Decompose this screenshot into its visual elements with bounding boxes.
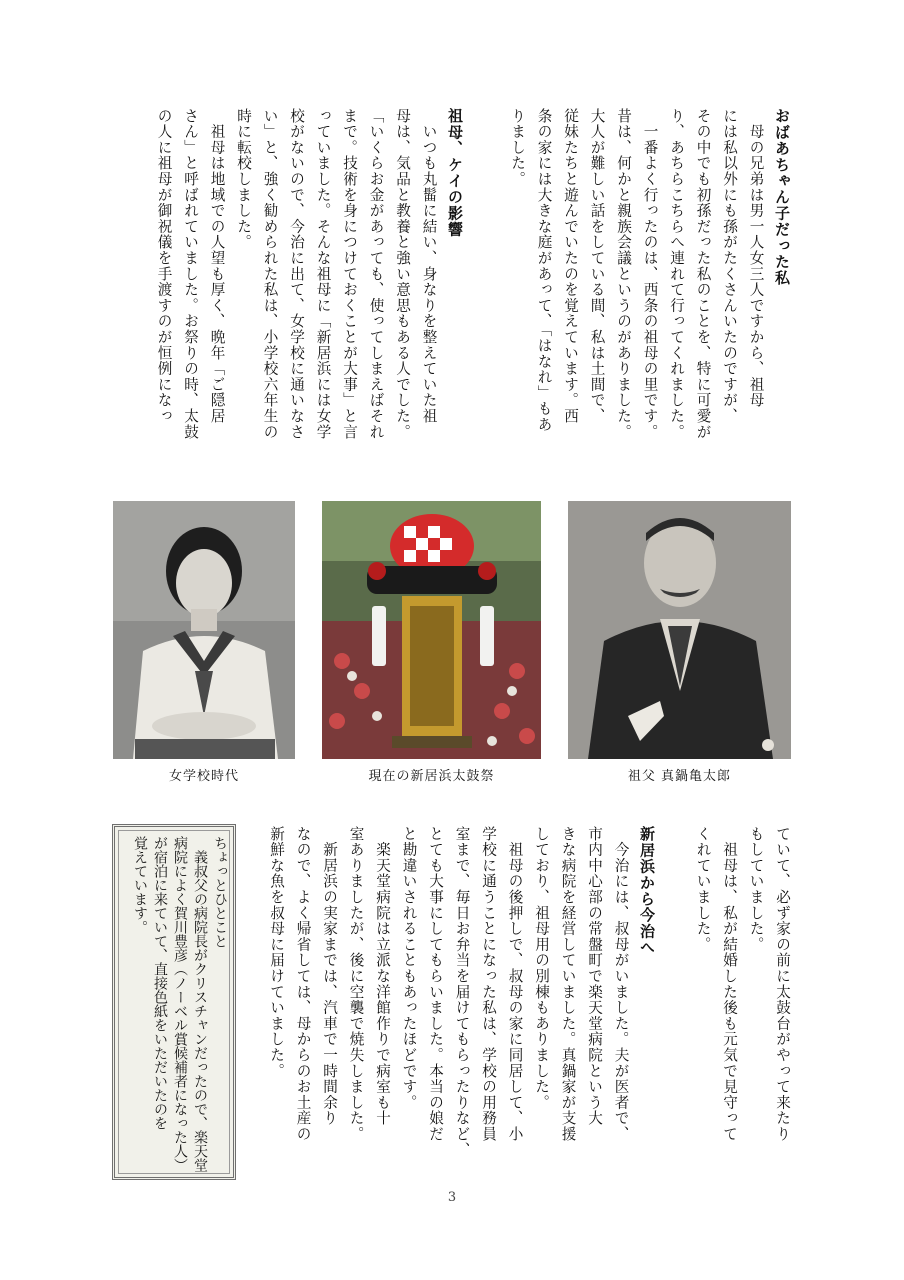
heading-granny-girl: おばあちゃん子だった私 bbox=[773, 108, 791, 287]
paragraph-line: の人に祖母が御祝儀を手渡すのが恒例になっ bbox=[155, 108, 173, 424]
paragraph-line: 学校に通うことになった私は、学校の用務員 bbox=[480, 826, 497, 1142]
heading-to-imabari: 新居浜から今治へ bbox=[638, 826, 656, 956]
note-text bbox=[118, 836, 230, 1170]
note-line: が宿泊に来ていて、直接色紙をいただいたのを bbox=[152, 836, 168, 1130]
caption-schoolgirl: 女学校時代 bbox=[168, 769, 239, 784]
paragraph-line: 大人が難しい話をしている間、私は土間で、 bbox=[588, 108, 606, 424]
paragraph-line: 昔は、何かと親族会議というのがありました。 bbox=[615, 108, 632, 440]
paragraph-line: 祖母の後押しで、叔母の家に同居して、小 bbox=[506, 826, 524, 1142]
note-line: 覚えています。 bbox=[132, 836, 148, 934]
paragraph-line: なので、よく帰省しては、母からのお土産の bbox=[294, 826, 312, 1142]
paragraph-line: 室ありましたが、後に空襲で焼失しました。 bbox=[347, 826, 365, 1142]
paragraph-line: 母の兄弟は男一人女三人ですから、祖母 bbox=[747, 108, 765, 409]
paragraph-line: 新居浜の実家までは、汽車で一時間余り bbox=[321, 826, 338, 1127]
paragraph-line: 校がないので、今治に出て、女学校に通いなさ bbox=[288, 108, 305, 440]
paragraph-line: さん」と呼ばれていました。お祭りの時、太鼓 bbox=[182, 108, 199, 440]
paragraph-line: 一番よく行ったのは、西条の祖母の里です。 bbox=[641, 108, 659, 440]
paragraph-line: しており、祖母用の別棟もありました。 bbox=[533, 826, 550, 1111]
caption-festival: 現在の新居浜太鼓祭 bbox=[368, 769, 495, 784]
paragraph-line: い」と、強く勧められた私は、小学校六年生の bbox=[261, 108, 279, 440]
paragraph-line: 室まで、毎日お弁当を届けてもらったりなど、 bbox=[453, 826, 471, 1158]
paragraph-line: 市内中心部の常盤町で楽天堂病院という大 bbox=[586, 826, 603, 1127]
section-continued bbox=[685, 826, 795, 1186]
note-line: 病院によく賀川豊彦（ノーベル賞候補者になった人） bbox=[172, 836, 188, 1172]
page-number: 3 bbox=[447, 1190, 457, 1205]
paragraph-line: り、あちらこちらへ連れて行ってくれました。 bbox=[668, 108, 685, 440]
paragraph-line: 祖母は、私が結婚した後も元気で見守って bbox=[721, 826, 738, 1142]
paragraph-line: っていました。そんな祖母に「新居浜には女学 bbox=[314, 108, 332, 440]
paragraph-line: 楽天堂病院は立派な洋館作りで病室も十 bbox=[374, 826, 391, 1127]
heading-influence: 祖母、ケイの影響 bbox=[446, 108, 464, 238]
paragraph-line: きな病院を経営していました。真鍋家が支援 bbox=[559, 826, 577, 1142]
paragraph-line: 時に転校しました。 bbox=[235, 108, 252, 251]
paragraph-line: 母は、気品と教養と強い意思もある人でした。 bbox=[394, 108, 411, 440]
paragraph-line: 条の家には大きな庭があって、「はなれ」もあ bbox=[535, 108, 553, 433]
paragraph-line: いつも丸髷に結い、身なりを整えていた祖 bbox=[420, 108, 438, 424]
paragraph-line: くれていました。 bbox=[694, 826, 712, 953]
paragraph-line: りました。 bbox=[509, 108, 526, 187]
paragraph-line: と勘違いされることもあったほどです。 bbox=[400, 826, 418, 1111]
section-to-imabari bbox=[245, 826, 660, 1186]
note-line: 義叔父の病院長がクリスチャンだったので、楽天堂 bbox=[192, 836, 208, 1172]
photo-festival bbox=[322, 501, 541, 759]
paragraph-line: ていて、必ず家の前に太鼓台がやって来たり bbox=[774, 826, 791, 1142]
paragraph-line: 今治には、叔母がいました。夫が医者で、 bbox=[612, 826, 630, 1142]
section-influence bbox=[128, 108, 468, 448]
paragraph-line: まで。技術を身につけておくことが大事」と言 bbox=[341, 108, 358, 440]
paragraph-line: 祖母は地域での人望も厚く、晩年「ご隠居 bbox=[208, 108, 226, 424]
note-title: ちょっとひとこと bbox=[212, 836, 228, 948]
paragraph-line: とても大事にしてもらいました。本当の娘だ bbox=[427, 826, 444, 1142]
paragraph-line: 従妹たちと遊んでいたのを覚えています。西 bbox=[562, 108, 579, 424]
photo-schoolgirl bbox=[113, 501, 295, 759]
caption-grandfather: 祖父 真鍋亀太郎 bbox=[627, 769, 732, 784]
section-granny-girl bbox=[490, 108, 795, 448]
paragraph-line: その中でも初孫だった私のことを、特に可愛が bbox=[694, 108, 712, 440]
photo-grandfather bbox=[568, 501, 791, 759]
paragraph-line: には私以外にも孫がたくさんいたのですが、 bbox=[721, 108, 738, 424]
paragraph-line: 「いくらお金があっても、使ってしまえばそれ bbox=[367, 108, 385, 440]
paragraph-line: もしていました。 bbox=[747, 826, 765, 953]
paragraph-line: 新鮮な魚を叔母に届けていました。 bbox=[268, 826, 285, 1079]
